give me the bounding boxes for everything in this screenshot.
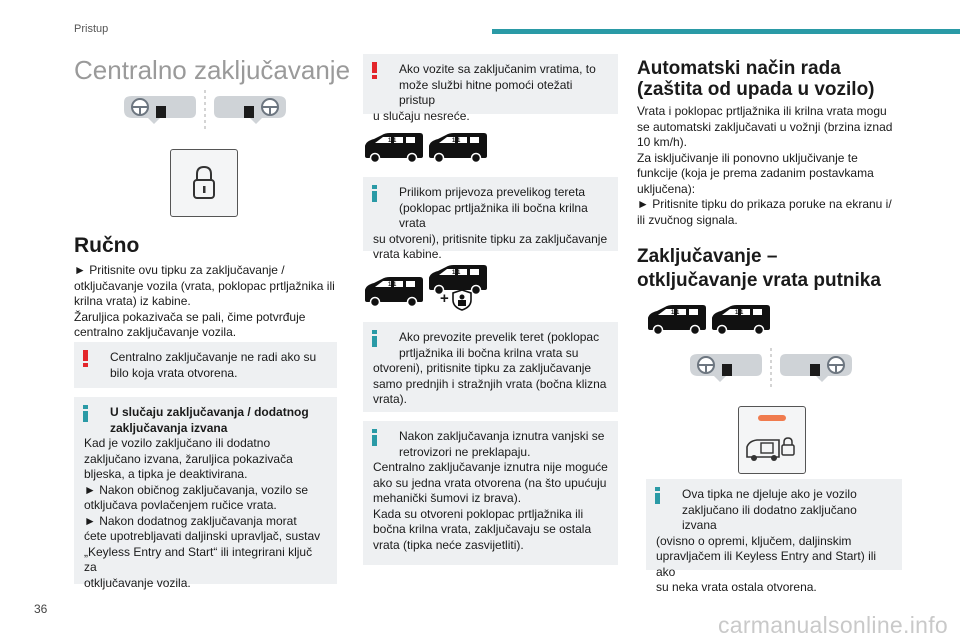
- person-lock-icon: [451, 288, 473, 312]
- info-box-oversized-load-cabin: Prilikom prijevoza prevelikog tereta (poklopac prtljažnika ili bočna krilna vrata su otvoreni), pritisnite tipku za zaključavanje vrata kabine.: [363, 177, 618, 251]
- section-heading-automatic-mode: Automatski način rada (zaštita od upada u vozilo): [637, 58, 875, 100]
- van-icon: [645, 304, 707, 334]
- manual-paragraph: ► Pritisnite ovu tipku za zaključavanje / otključavanje vozila (vrata, poklopac prtljažnika ili krilna vrata) iz kabine. Žaruljica pokazivača se pali, čime potvrđuje centralno zaključavanje vozila.: [74, 263, 335, 339]
- info-box-oversized-load-sliding-doors: Ako prevozite prevelik teret (poklopac prtljažnika ili bočna krilna vrata su otvoreni), pritisnite tipku za zaključavanje samo prednjih i stražnjih vrata (bočna klizna vrata).: [363, 322, 618, 412]
- van-icon: [362, 132, 424, 162]
- info-box-external-locking: U slučaju zaključavanja / dodatnog zaključavanja izvana Kad je vozilo zaključano ili dodatno zaključano izvana, žaruljica pokazivača bljeska, a tipka je deaktivirana. ► Nakon običnog zaključavanja, vozilo se otključava povlačenjem ručice vrata. ► Nakon dodatnog zaključavanja morat ćete upotrebljavati daljinski upravljač, sustav „Keyless Entry and Start“ ili integrirani ključ za otključavanje vozila.: [74, 397, 337, 584]
- section-title: Pristup: [74, 23, 109, 35]
- van-icon: [709, 304, 771, 334]
- exclamation-icon: [372, 62, 377, 79]
- passenger-door-lock-button-illustration: [738, 406, 806, 474]
- info-icon: [655, 487, 660, 504]
- info-icon: [83, 405, 88, 422]
- padlock-icon: [171, 150, 237, 216]
- section-heading-manual: Ručno: [74, 234, 140, 257]
- section-heading-passenger-doors: Zaključavanje – otključavanje vrata putnika: [637, 246, 881, 291]
- indicator-led: [758, 415, 786, 421]
- warning-box-emergency-access: Ako vozite sa zaključanim vratima, to može službi hitne pomoći otežati pristup u slučaju nesreće.: [363, 54, 618, 114]
- central-lock-button-illustration: [170, 149, 238, 217]
- automatic-mode-paragraph: Vrata i poklopac prtljažnika ili krilna vrata mogu se automatski zaključavati u vožnji (brzina iznad 10 km/h). Za isključivanje ili ponovno uključivanje te funkcije (koja je prema zadanim postavkama uključena): ► Pritisnite tipku do prikaza poruke na ekranu i/ ili zvučnog signala.: [637, 104, 893, 227]
- info-icon: [372, 330, 377, 347]
- warning-box-doors-open: Centralno zaključavanje ne radi ako su bilo koja vrata otvorena.: [74, 342, 337, 388]
- plus-sign: +: [440, 290, 449, 307]
- van-icon: [426, 132, 488, 162]
- van-door-lock-icon: [739, 429, 805, 469]
- header-accent-bar: [492, 29, 960, 34]
- steering-levers-illustration: [686, 348, 856, 388]
- info-icon: [372, 185, 377, 202]
- info-box-internal-locking: Nakon zaključavanja iznutra vanjski se retrovizori ne preklapaju. Centralno zaključavanje iznutra nije moguće ako su jedna vrata otvorena (na što upućuju mehanički šumovi iz brava). Kada su otvoreni poklopac prtljažnika ili bočna krilna vrata, zaključavaju se ostala vrata (tipka neće zasvijetliti).: [363, 421, 618, 565]
- van-icon: [362, 276, 424, 306]
- info-box-button-inactive: Ova tipka ne djeluje ako je vozilo zaključano ili dodatno zaključano izvana (ovisno o opremi, ključem, daljinskim upravljačem ili Keyless Entry and Start) ili ako su neka vrata ostala otvorena.: [646, 479, 902, 570]
- exclamation-icon: [83, 350, 88, 367]
- page-number: 36: [34, 602, 48, 616]
- watermark: carmanualsonline.info: [717, 612, 948, 638]
- steering-levers-illustration: [120, 90, 290, 130]
- page-title: Centralno zaključavanje: [74, 55, 351, 85]
- info-icon: [372, 429, 377, 446]
